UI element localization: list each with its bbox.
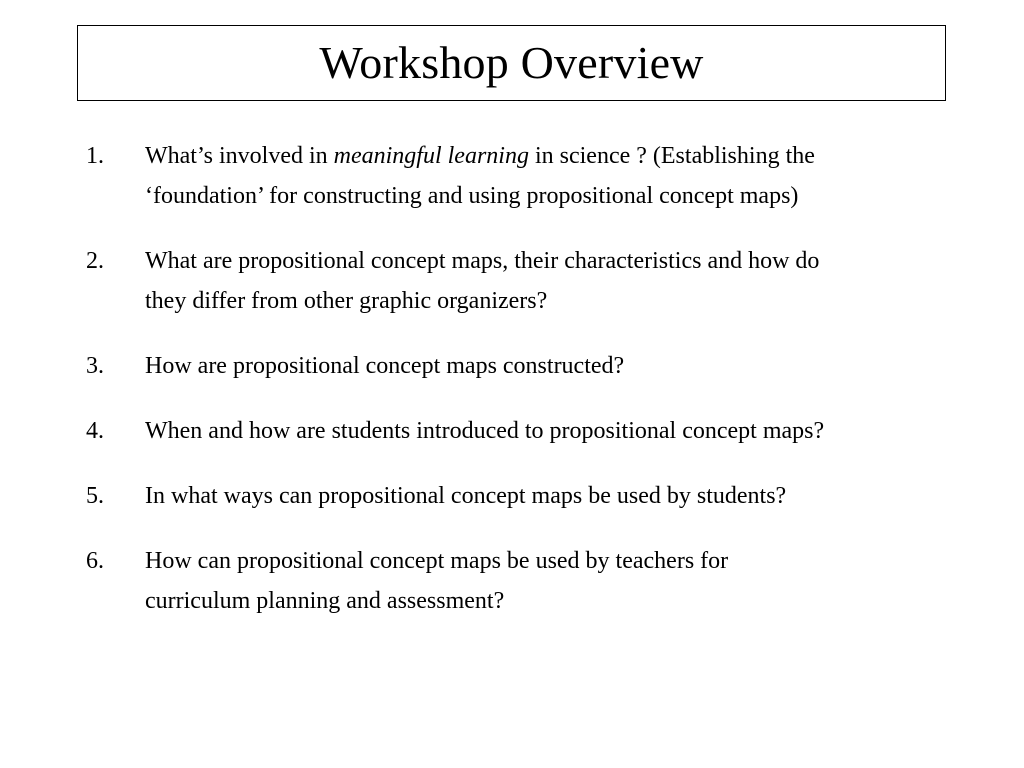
item-line: ‘foundation’ for constructing and using propositional concept maps) — [145, 183, 799, 209]
item-text — [145, 346, 960, 386]
item-text-segment: in science ? (Establishing the — [528, 143, 815, 169]
item-number: 1. — [86, 143, 104, 169]
item-line — [145, 136, 960, 176]
slide-title: Workshop Overview — [319, 37, 704, 88]
item-line: they differ from other graphic organizers? — [145, 288, 548, 314]
item-line: How are propositional concept maps constructed? — [145, 353, 625, 379]
item-line: How can propositional concept maps be used by teachers for — [145, 548, 729, 574]
item-number: 6. — [86, 548, 104, 574]
emphasis-text: meaningful learning — [333, 143, 529, 169]
item-text — [145, 411, 960, 451]
item-text — [145, 241, 960, 321]
item-text — [145, 541, 960, 621]
item-text-segment: What’s involved in — [145, 143, 334, 169]
item-text — [145, 136, 960, 216]
item-line: When and how are students introduced to propositional concept maps? — [145, 418, 825, 444]
item-line: In what ways can propositional concept maps be used by students? — [145, 483, 787, 509]
item-line: What are propositional concept maps, their characteristics and how do — [145, 248, 820, 274]
item-number: 2. — [86, 248, 104, 274]
item-number: 3. — [86, 353, 104, 379]
item-number: 5. — [86, 483, 104, 509]
item-line: curriculum planning and assessment? — [145, 588, 505, 614]
item-number: 4. — [86, 418, 104, 444]
item-text — [145, 476, 960, 516]
